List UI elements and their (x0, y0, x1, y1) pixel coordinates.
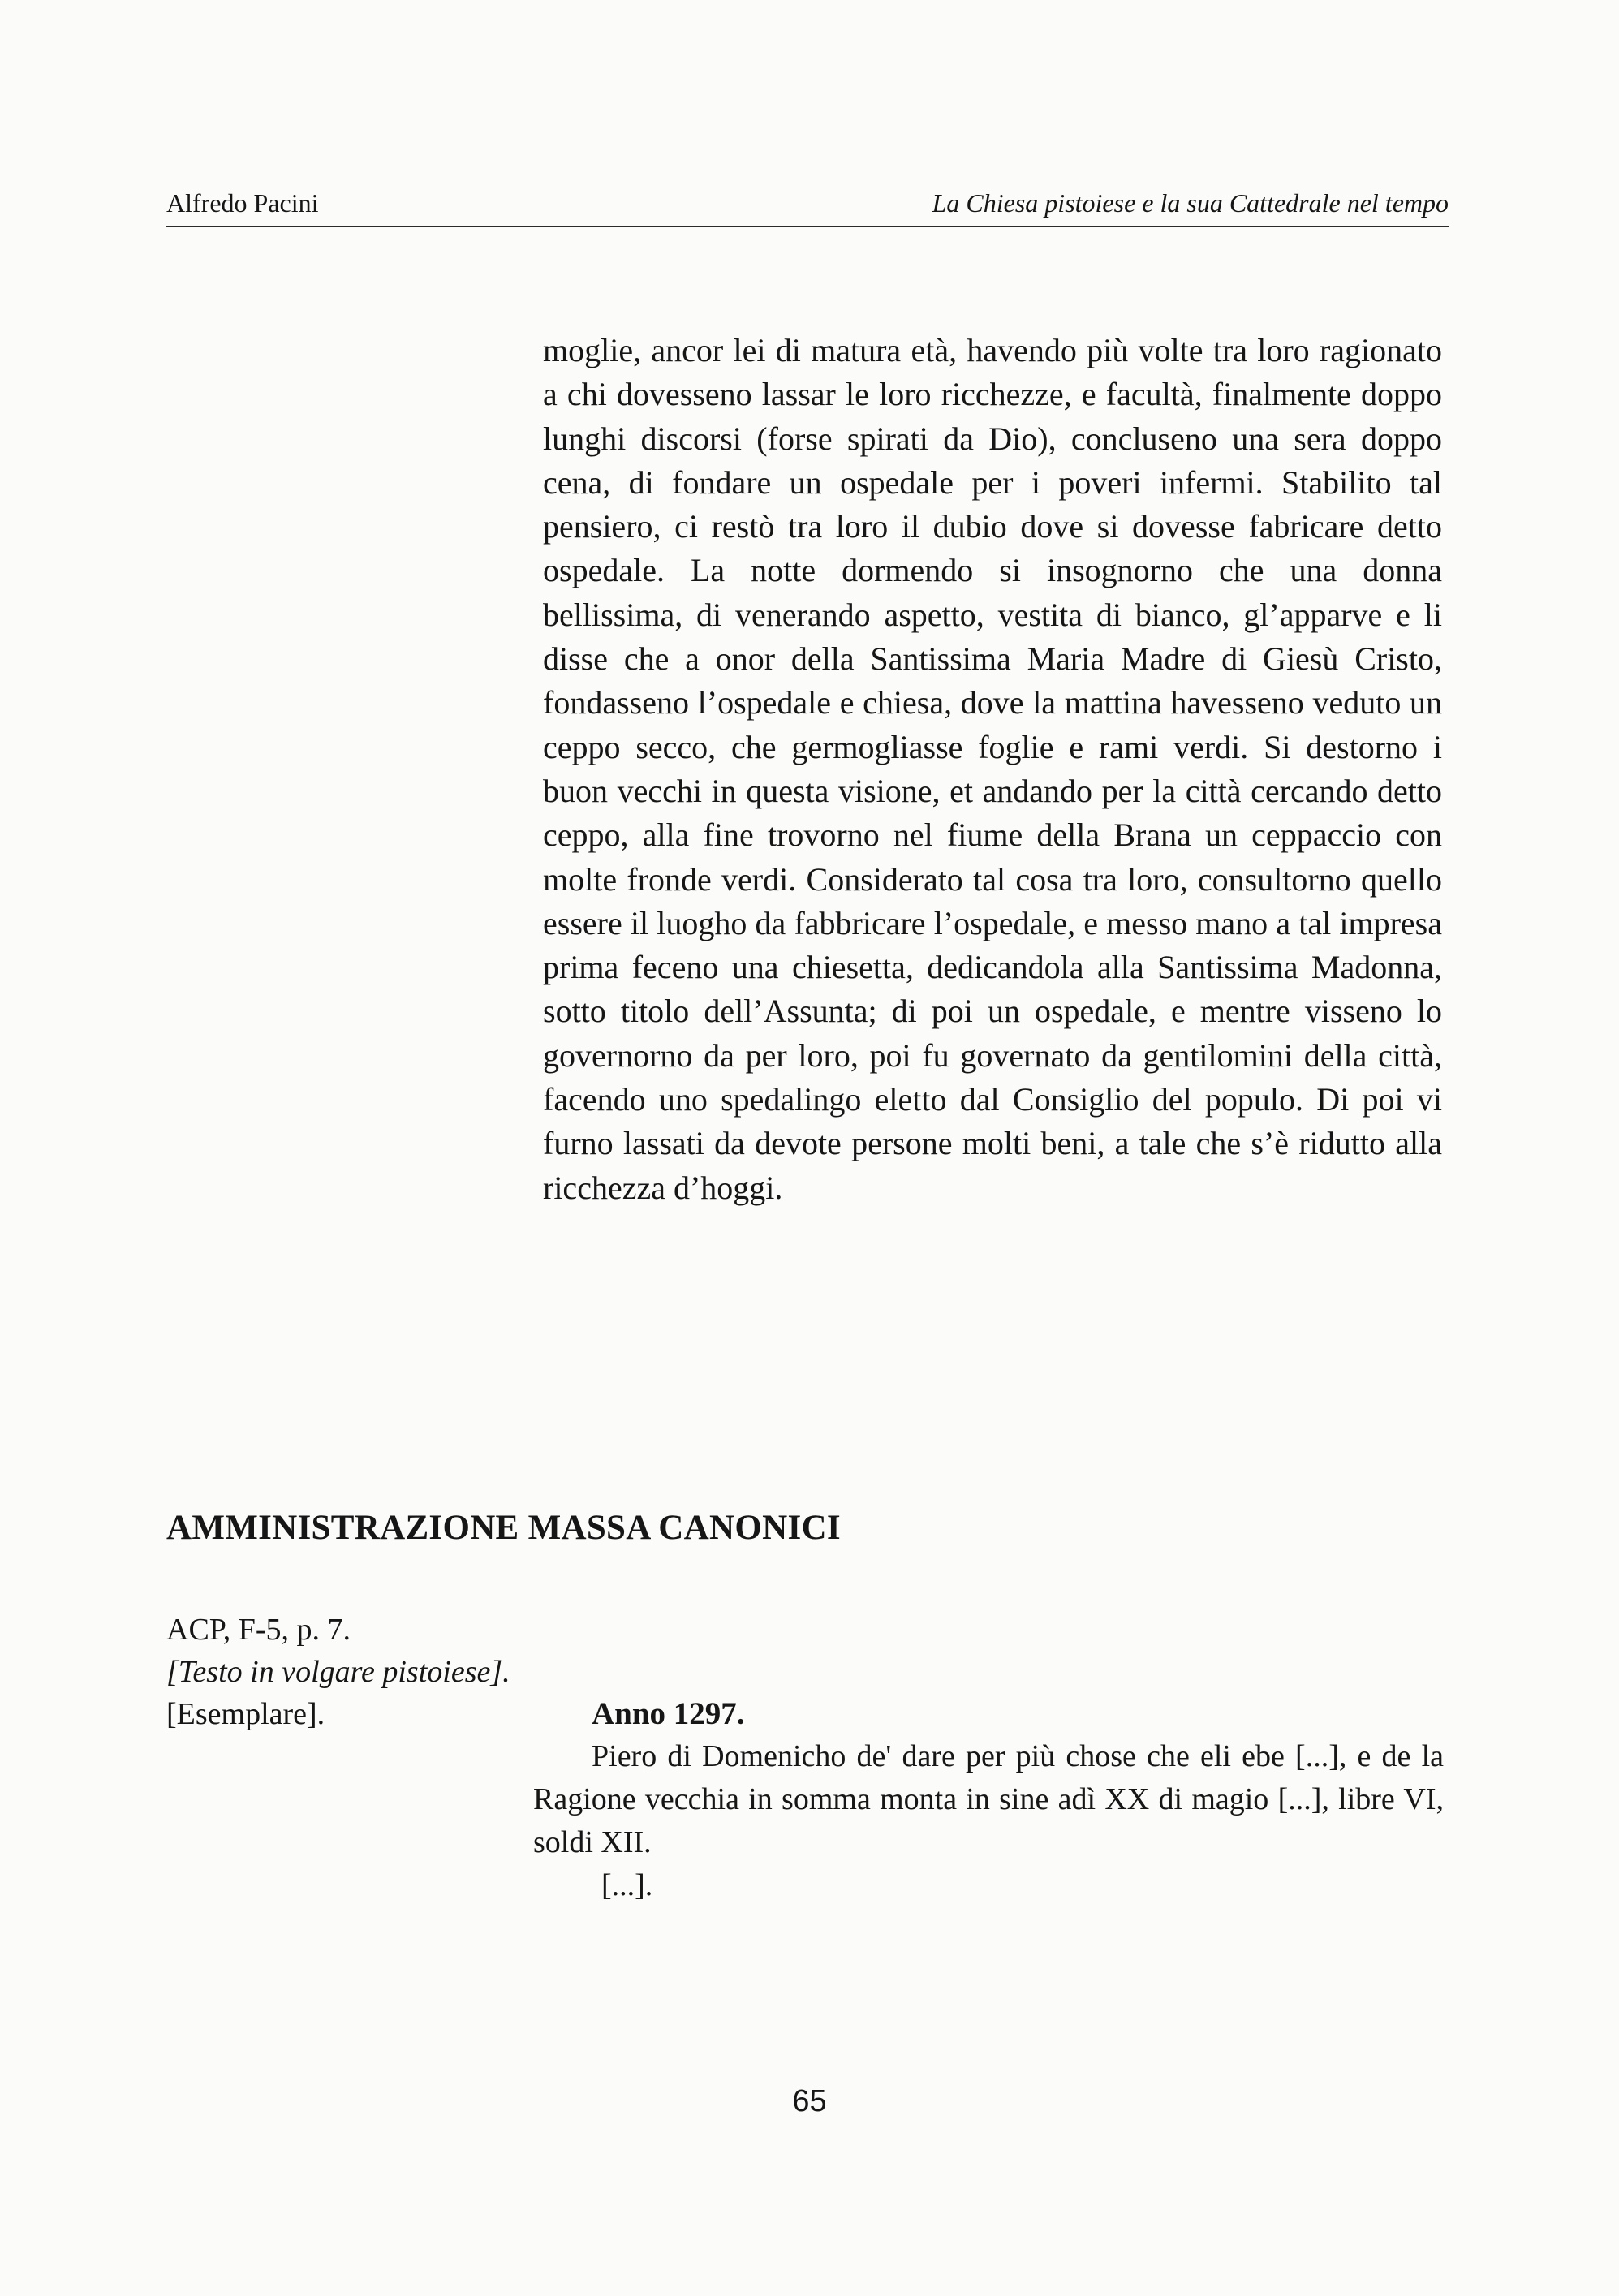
language-note: [Testo in volgare pistoiese]. (166, 1655, 510, 1689)
entry-year: Anno 1297. (592, 1696, 745, 1731)
source-notes (166, 1609, 510, 1735)
quoted-text-block (543, 329, 1442, 1210)
entry-body: Piero di Domenicho de' dare per più chose che eli ebe [...], e de la Ragione vecchia in somma monta in sine adì XX di magio [...], libre VI, soldi XII. (533, 1739, 1444, 1859)
copy-note: [Esemplare]. (166, 1697, 325, 1731)
source-reference: ACP, F-5, p. 7. (166, 1613, 351, 1647)
entry-ellipsis: [...]. (601, 1868, 653, 1902)
header-title: La Chiesa pistoiese e la sua Cattedrale nel tempo (932, 188, 1449, 218)
running-header (166, 187, 1449, 227)
header-author: Alfredo Pacini (166, 188, 319, 218)
page-number: 65 (792, 2084, 827, 2118)
document-entry (533, 1693, 1444, 1907)
section-heading: AMMINISTRAZIONE MASSA CANONICI (166, 1509, 841, 1547)
quote-paragraph: moglie, ancor lei di matura età, havendo più volte tra loro ragionato a chi dovesseno lassar le loro ricchezze, e facultà, finalmente doppo lunghi discorsi (forse spirati da Dio), concluseno una sera doppo cena, di fondare un ospedale per i poveri infermi. Stabilito tal pensiero, ci restò tra loro il dubio dove si dovesse fabricare detto ospedale. La notte dormendo si insognorno che una donna bellissima, di venerando aspetto, vestita di bianco, gl’apparve e li disse che a onor della Santissima Maria Madre di Giesù Cristo, fondasseno l’ospedale e chiesa, dove la mattina havesseno veduto un ceppo secco, che germogliasse foglie e rami verdi. Si destorno i buon vecchi in questa visione, et andando per la città cercando detto ceppo, alla fine trovorno nel fiume della Brana un ceppaccio con molte fronde verdi. Considerato tal cosa tra loro, consultorno quello essere il luogho da fabbricare l’ospedale, e messo mano a tal impresa prima feceno una chiesetta, dedicandola alla Santissima Madonna, sotto titolo dell’Assunta; di poi un ospedale, e mentre visseno lo governorno da per loro, poi fu governato da gentilomini della città, facendo uno spedalingo eletto dal Consiglio del populo. Di poi vi furno lassati da devote persone molti beni, a tale che s’è ridutto alla ricchezza d’hoggi. (543, 332, 1442, 1206)
